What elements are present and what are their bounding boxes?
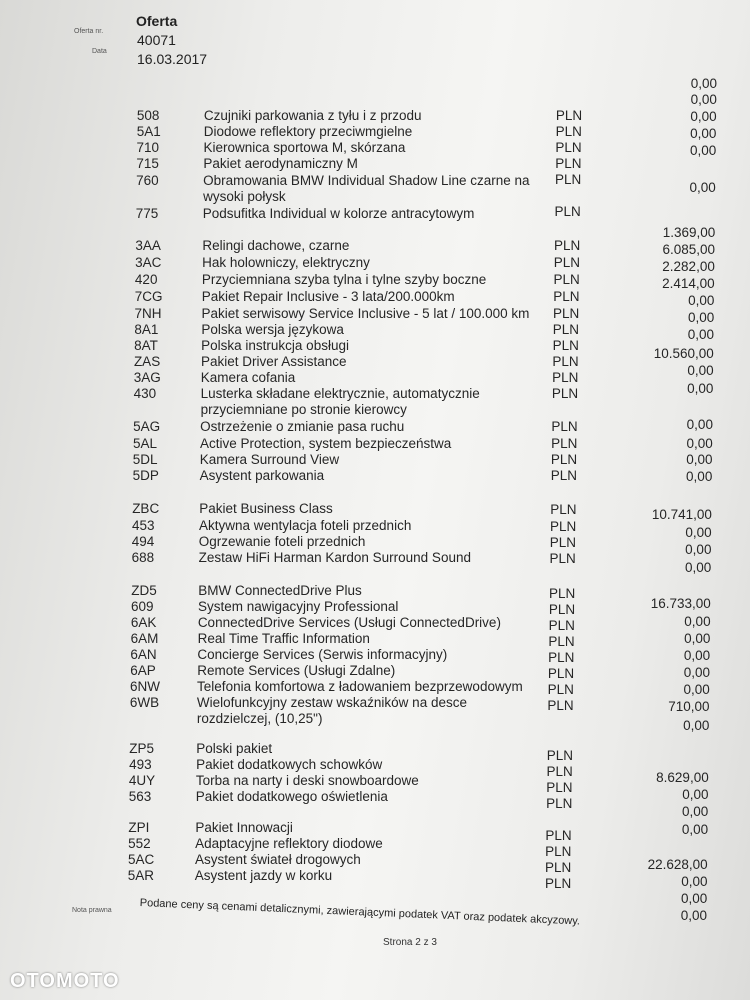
option-description: rozdzielczej, (10,25") [196,711,323,726]
option-description: Ostrzeżenie o zmianie pasa ruchu [200,419,405,434]
option-description: Pakiet dodatkowego oświetlenia [195,789,388,804]
option-description: Obramowania BMW Individual Shadow Line czarne na [203,173,530,188]
option-currency: PLN [549,586,576,601]
option-price: 0,00 [680,908,708,923]
option-currency: PLN [552,354,579,369]
option-description: Aktywna wentylacja foteli przednich [198,518,412,533]
option-currency: PLN [549,519,577,534]
option-code: 3AG [133,370,161,385]
option-code: 453 [131,518,155,533]
option-currency: PLN [544,860,572,875]
option-code: 6AK [130,615,157,630]
option-currency: PLN [548,602,576,617]
option-code: 8AT [134,338,158,353]
option-price: 0,00 [686,436,713,451]
option-price: 0,00 [680,891,708,906]
option-description: Torba na narty i deski snowboardowe [195,773,419,788]
option-description: Kierownica sportowa M, skórzana [203,140,406,155]
document-title: Oferta [136,13,178,29]
option-code: ZBC [132,501,160,516]
option-price: 710,00 [668,699,710,714]
option-price: 0,00 [684,631,711,646]
option-price: 6.085,00 [662,242,716,257]
option-code: 563 [128,789,152,804]
option-code: 3AA [135,238,161,253]
option-price: 0,00 [690,109,717,124]
option-code: 5A1 [136,124,161,139]
option-code: 5AR [127,868,155,883]
option-price: 0,00 [690,126,717,141]
option-price: 0,00 [687,327,715,342]
option-price: 0,00 [690,76,718,91]
option-price: 0,00 [687,381,714,396]
option-description: Polski pakiet [196,741,273,756]
option-code: 609 [131,599,154,614]
option-code: 775 [135,206,159,221]
option-price: 10.560,00 [653,346,714,361]
legal-note-label: Nota prawna [72,907,112,914]
option-currency: PLN [547,698,574,713]
option-price: 0,00 [686,469,713,484]
option-price: 0,00 [684,614,711,629]
option-price: 0,00 [687,363,714,378]
offer-number: 40071 [137,32,176,48]
option-description: Pakiet Driver Assistance [200,354,347,369]
option-code: ZP5 [129,741,155,756]
option-currency: PLN [553,289,580,304]
option-currency: PLN [555,156,582,171]
option-currency: PLN [552,338,579,353]
option-code: 4UY [128,773,156,788]
option-price: 0,00 [681,822,709,837]
option-currency: PLN [546,780,573,795]
option-currency: PLN [546,764,573,779]
option-code: 420 [134,272,158,287]
date-label: Data [92,48,107,55]
option-price: 0,00 [682,787,709,802]
option-currency: PLN [550,452,578,467]
legal-note: Podane ceny są cenami detalicznymi, zawierającymi podatek VAT oraz podatek akcyzowy. [139,897,581,928]
option-code: 688 [131,550,155,565]
option-description: Zestaw HiFi Harman Kardon Surround Sound [198,550,471,565]
option-code: 6WB [129,695,160,710]
option-price: 0,00 [684,560,712,575]
option-currency: PLN [554,204,581,219]
option-description: Wielofunkcyjny zestaw wskaźników na desce [196,695,467,710]
option-price: 0,00 [683,682,710,697]
option-currency: PLN [555,140,582,155]
option-description: Pakiet Repair Inclusive - 3 lata/200.000km [201,289,455,304]
option-code: 7NH [134,306,162,321]
option-code: 552 [128,836,151,851]
option-code: 8A1 [134,322,159,337]
option-price: 0,00 [685,525,712,540]
option-currency: PLN [551,386,579,401]
option-code: 715 [136,156,159,171]
option-currency: PLN [555,108,583,123]
option-currency: PLN [546,796,573,811]
option-description: Asystent jazdy w korku [194,868,333,883]
option-price: 22.628,00 [647,857,708,872]
option-currency: PLN [555,124,582,139]
option-price: 0,00 [687,310,715,325]
option-description: Real Time Traffic Information [197,631,370,646]
option-currency: PLN [552,322,580,337]
option-price: 0,00 [690,92,717,107]
option-code: 5AG [133,419,161,434]
option-currency: PLN [545,844,572,859]
option-description: Lusterka składane elektrycznie, automatycznie [200,386,480,401]
option-price: 1.369,00 [662,225,716,240]
option-price: 0,00 [683,718,710,733]
otomoto-watermark: OTOMOTO [10,970,120,992]
option-currency: PLN [545,876,572,891]
option-price: 0,00 [685,542,712,557]
option-price: 2.414,00 [662,276,715,291]
option-currency: PLN [554,238,581,253]
option-code: 710 [136,140,160,155]
offer-number-label: Oferta nr. [74,28,104,35]
option-price: 2.282,00 [662,259,715,274]
option-description: Asystent parkowania [199,468,325,483]
option-price: 10.741,00 [651,507,712,522]
option-description: Pakiet serwisowy Service Inclusive - 5 lat / 100.000 km [201,306,530,321]
option-price: 0,00 [681,874,708,889]
option-currency: PLN [548,634,575,649]
option-description: Active Protection, system bezpieczeństwa [199,436,452,451]
option-currency: PLN [551,436,578,451]
option-currency: PLN [547,666,575,681]
option-currency: PLN [550,468,577,483]
option-currency: PLN [547,682,574,697]
option-price: 0,00 [689,180,716,195]
option-code: 430 [133,386,157,401]
option-code: 760 [136,173,159,188]
option-code: 5DL [132,452,158,467]
option-description: ConnectedDrive Services (Usługi ConnectedDrive) [197,615,501,630]
offer-date: 16.03.2017 [137,51,208,67]
option-currency: PLN [548,650,575,665]
option-code: 494 [131,534,155,549]
option-description: Asystent świateł drogowych [194,852,361,867]
option-code: ZAS [133,354,161,369]
option-description: Podsufitka Individual w kolorze antracytowym [202,206,475,221]
option-currency: PLN [554,172,582,187]
option-description: Pakiet dodatkowych schowków [196,757,383,772]
option-description: wysoki połysk [203,189,286,204]
option-currency: PLN [549,551,576,566]
option-code: 5AL [132,436,157,451]
option-code: 6AN [130,647,157,662]
option-description: Telefonia komfortowa z ładowaniem bezprzewodowym [197,679,523,694]
option-description: Kamera cofania [200,370,296,385]
option-code: 5AC [127,852,155,867]
option-price: 0,00 [686,417,713,432]
option-price: 8.629,00 [656,770,709,785]
option-description: Polska instrukcja obsługi [201,338,349,353]
option-description: Remote Services (Usługi Zdalne) [197,663,396,678]
option-description: Pakiet Business Class [199,501,333,516]
option-currency: PLN [551,419,578,434]
page-number: Strona 2 z 3 [383,937,437,948]
option-code: ZPI [128,820,150,835]
option-description: Hak holowniczy, elektryczny [202,255,370,270]
option-code: 6AP [130,663,156,678]
option-code: 3AC [135,255,162,270]
option-price: 0,00 [688,293,715,308]
option-description: Czujniki parkowania z tyłu i z przodu [203,108,422,123]
option-description: przyciemniane po stronie kierowcy [200,402,407,417]
option-description: Polska wersja językowa [201,322,344,337]
option-currency: PLN [546,748,574,763]
option-description: Kamera Surround View [199,452,340,467]
option-price: 0,00 [682,804,709,819]
option-code: ZD5 [131,583,157,598]
option-description: Przyciemniana szyba tylna i tylne szyby boczne [201,272,487,287]
option-currency: PLN [548,618,575,633]
option-description: Ogrzewanie foteli przednich [198,534,366,549]
option-code: 5DP [132,468,159,483]
option-description: Adaptacyjne reflektory diodowe [195,836,383,851]
option-price: 0,00 [686,452,713,467]
option-currency: PLN [553,272,580,287]
option-price: 16.733,00 [650,596,711,611]
option-code: 6NW [130,679,161,694]
option-description: Pakiet Innowacji [195,820,293,835]
option-code: 493 [129,757,152,772]
option-description: Pakiet aerodynamiczny M [203,156,358,171]
option-currency: PLN [553,255,581,270]
option-description: Diodowe reflektory przeciwmgielne [203,124,413,139]
option-description: Concierge Services (Serwis informacyjny) [197,647,448,662]
option-description: BMW ConnectedDrive Plus [198,583,362,598]
option-price: 0,00 [683,648,711,663]
option-code: 508 [136,108,160,123]
option-currency: PLN [553,306,580,321]
option-code: 6AM [130,631,159,646]
option-currency: PLN [552,370,579,385]
option-description: Relingi dachowe, czarne [202,238,350,253]
option-currency: PLN [550,502,577,517]
option-currency: PLN [545,828,572,843]
option-price: 0,00 [683,665,710,680]
option-price: 0,00 [689,143,717,158]
option-currency: PLN [549,535,577,550]
option-description: System nawigacyjny Professional [198,599,399,614]
option-code: 7CG [134,289,163,304]
